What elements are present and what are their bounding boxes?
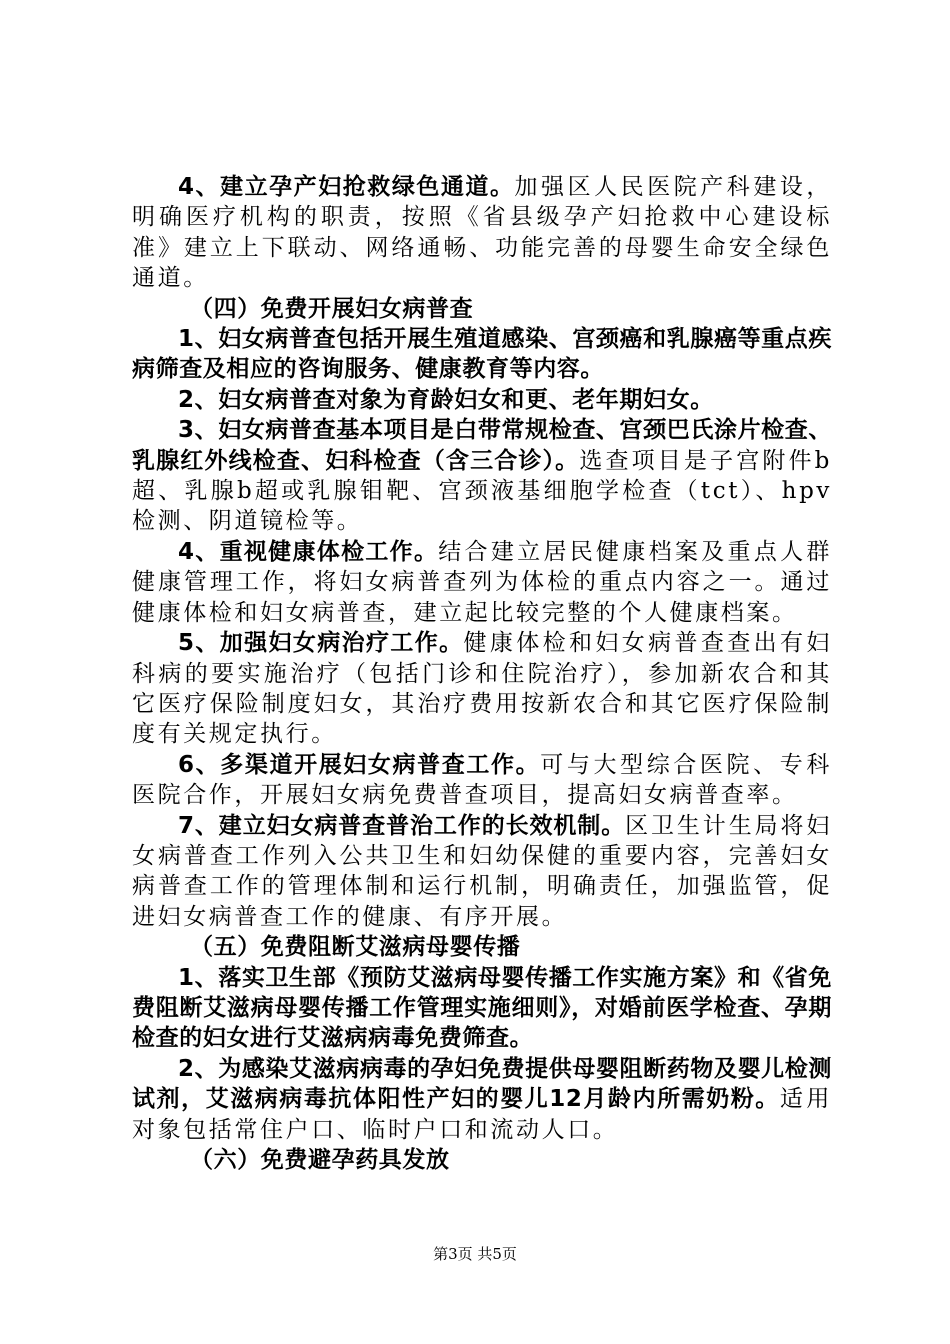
paragraph-lead: 2、为感染艾滋病病毒的孕妇免费提供母婴阻断药物及婴儿检测试剂，艾滋病病毒抗体阳性产妇的婴儿12月龄内所需奶粉。 (132, 1055, 832, 1113)
paragraph-text: 选查项目是子宫附件b超、乳腺b超或乳腺钼靶、宫颈液基细胞学检查（tct）、hpv检测、阴道镜检等。 (132, 447, 832, 535)
paragraph-lead: 6、多渠道开展妇女病普查工作。 (178, 751, 541, 778)
section-heading-6: （六）免费避孕药具发放 (190, 1147, 450, 1173)
paragraph-green-channel (132, 172, 832, 294)
paragraph-text: 结合建立居民健康档案及重点人群健康管理工作，将妇女病普查列为体检的重点内容之一。通过健康体检和妇女病普查，建立起比较完整的个人健康档案。 (132, 538, 833, 626)
paragraph-text: 可与大型综合医院、专科医院合作，开展妇女病免费普查项目，提高妇女病普查率。 (132, 751, 832, 809)
paragraph-health-checkup (132, 537, 832, 628)
paragraph-lead: 7、建立妇女病普查普治工作的长效机制。 (178, 812, 626, 839)
paragraph-text: 区卫生计生局将妇女病普查工作列入公共卫生和妇幼保健的重要内容，完善妇女病普查工作的管理体制和运行机制，明确责任，加强监管，促进妇女病普查工作的健康、有序开展。 (132, 812, 832, 930)
paragraph-lead: 4、建立孕产妇抢救绿色通道。 (178, 174, 515, 200)
paragraph-screening-scope: 1、妇女病普查包括开展生殖道感染、宫颈癌和乳腺癌等重点疾病筛查及相应的咨询服务、健康教育等内容。 (132, 326, 832, 383)
paragraph-screening-items (132, 415, 832, 537)
paragraph-lead: 4、重视健康体检工作。 (178, 538, 439, 565)
section-heading-5: （五）免费阻断艾滋病母婴传播 (190, 934, 521, 961)
paragraph-lead: 3、妇女病普查基本项目是白带常规检查、宫颈巴氏涂片检查、乳腺红外线检查、妇科检查（含三合诊）。 (132, 417, 832, 474)
page-number-footer: 第3页 共5页 (433, 1245, 517, 1263)
paragraph-screening-target: 2、妇女病普查对象为育龄妇女和更、老年期妇女。 (178, 386, 714, 413)
paragraph-hiv-screening: 1、落实卫生部《预防艾滋病母婴传播工作实施方案》和《省免费阻断艾滋病母婴传播工作管理实施细则》，对婚前医学检查、孕期检查的妇女进行艾滋病病毒免费筛查。 (132, 964, 832, 1052)
paragraph-treatment (132, 628, 832, 750)
paragraph-text: 加强区人民医院产科建设，明确医疗机构的职责，按照《省县级孕产妇抢救中心建设标准》建立上下联动、网络通畅、功能完善的母婴生命安全绿色通道。 (132, 174, 833, 292)
paragraph-multichannel (132, 750, 832, 811)
section-heading-4: （四）免费开展妇女病普查 (190, 295, 474, 322)
paragraph-text: 健康体检和妇女病普查查出有妇科病的要实施治疗（包括门诊和住院治疗），参加新农合和其它医疗保险制度妇女，其治疗费用按新农合和其它医疗保险制度有关规定执行。 (132, 630, 832, 748)
document-body (132, 172, 832, 1175)
paragraph-hiv-support (132, 1054, 832, 1145)
paragraph-text: 适用对象包括常住户口、临时户口和流动人口。 (132, 1086, 832, 1143)
paragraph-lead: 5、加强妇女病治疗工作。 (178, 630, 464, 657)
paragraph-long-term-mechanism (132, 811, 832, 933)
